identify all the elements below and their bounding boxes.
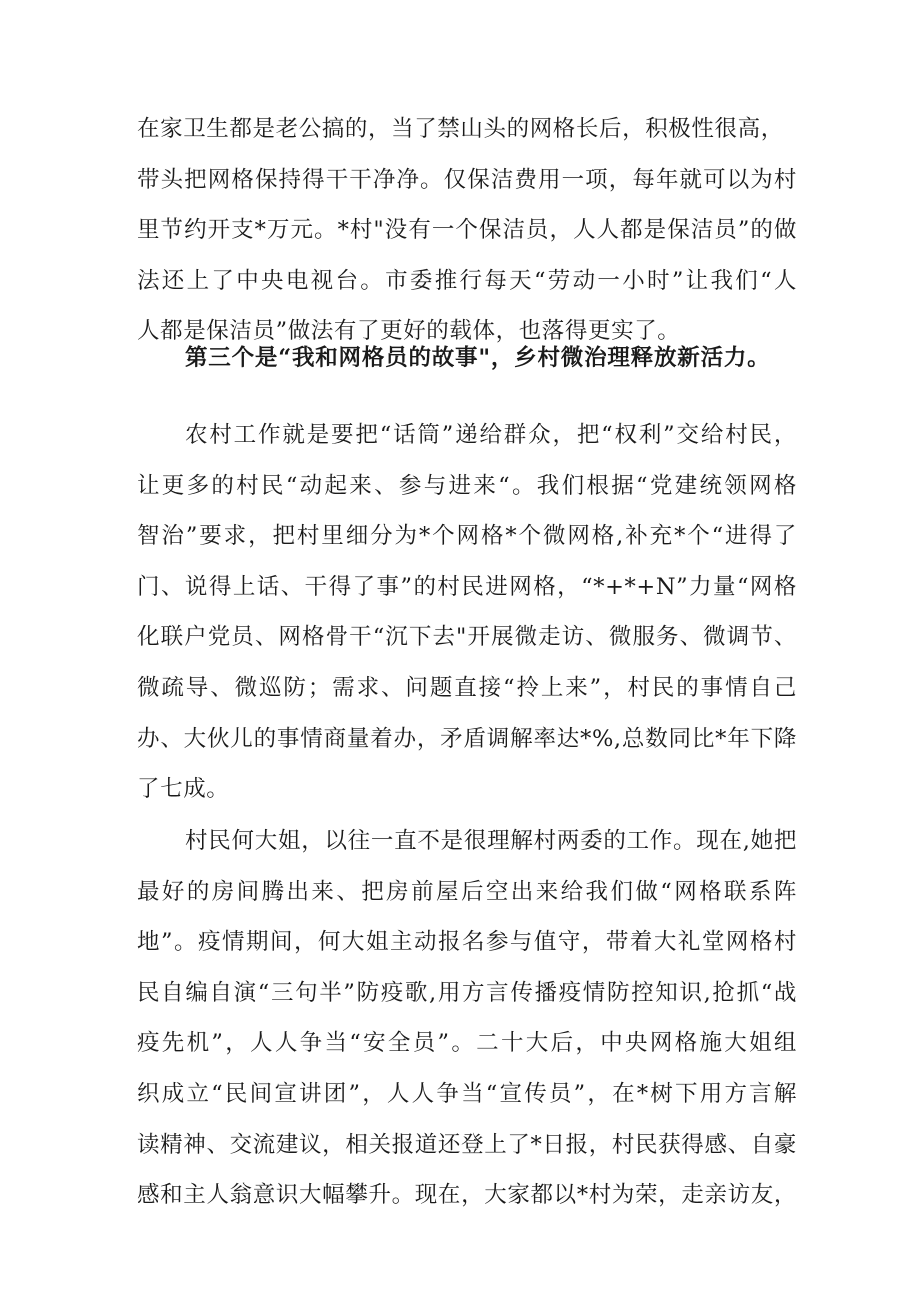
- paragraph-rural-work: [137, 410, 797, 815]
- text-line: 里节约开支*万元。*村"没有一个保洁员，人人都是保洁员”的做: [137, 217, 797, 244]
- text-line: 最好的房间腾出来、把房前屋后空出来给我们做“网格联系阵: [137, 878, 797, 905]
- text-line: 办、大伙儿的事情商量着办，矛盾调解率达*%,总数同比*年下降: [137, 725, 797, 752]
- text-line: 民自编自演“三句半”防疫歌,用方言传播疫情防控知识,抢抓“战: [137, 979, 797, 1006]
- paragraph-cleaning: [137, 104, 797, 357]
- text-line: 感和主人翁意识大幅攀升。现在，大家都以*村为荣，走亲访友，: [137, 1182, 797, 1209]
- text-line: 法还上了中央电视台。市委推行每天“劳动一小时”让我们“人: [137, 267, 797, 294]
- text-line: 地”。疫情期间，何大姐主动报名参与值守，带着大礼堂网格村: [137, 929, 797, 956]
- text-line: 疫先机”，人人争当“安全员”。二十大后，中央网格施大姐组: [137, 1030, 797, 1057]
- text-line: 在家卫生都是老公搞的，当了禁山头的网格长后，积极性很高，: [137, 116, 784, 142]
- text-line: 化联户党员、网格骨干“沉下去"开展微走访、微服务、微调节、: [137, 624, 797, 651]
- text-line: 村民何大姐，以往一直不是很理解村两委的工作。现在,她把: [185, 828, 797, 854]
- text-line: 织成立“民间宣讲团”，人人争当“宣传员”，在*树下用方言解: [137, 1080, 797, 1107]
- text-line: 智治”要求，把村里细分为*个网格*个微网格,补充*个“进得了: [137, 523, 797, 550]
- text-line: 人都是保洁员”做法有了更好的载体，也落得更实了。: [137, 318, 681, 345]
- text-line: 让更多的村民“动起来、参与进来“。我们根据“党建统领网格: [137, 472, 797, 499]
- text-line: 读精神、交流建议，相关报道还登上了*日报，村民获得感、自豪: [137, 1131, 797, 1158]
- paragraph-villager-story: [137, 816, 797, 1221]
- text-line: 了七成。: [137, 776, 230, 803]
- text-line: 微疏导、微巡防；需求、问题直接“拎上来”，村民的事情自己: [137, 674, 797, 701]
- text-line: 门、说得上话、干得了事”的村民进网格，“*+*+N”力量“网格: [137, 573, 797, 600]
- section-heading: [137, 333, 797, 384]
- heading-line: 第三个是“我和网格员的故事"，乡村微治理释放新活力。: [185, 345, 771, 371]
- text-line: 农村工作就是要把“话筒”递给群众，把“权利”交给村民，: [185, 422, 797, 448]
- text-line: 带头把网格保持得干干净净。仅保洁费用一项，每年就可以为村: [137, 166, 797, 193]
